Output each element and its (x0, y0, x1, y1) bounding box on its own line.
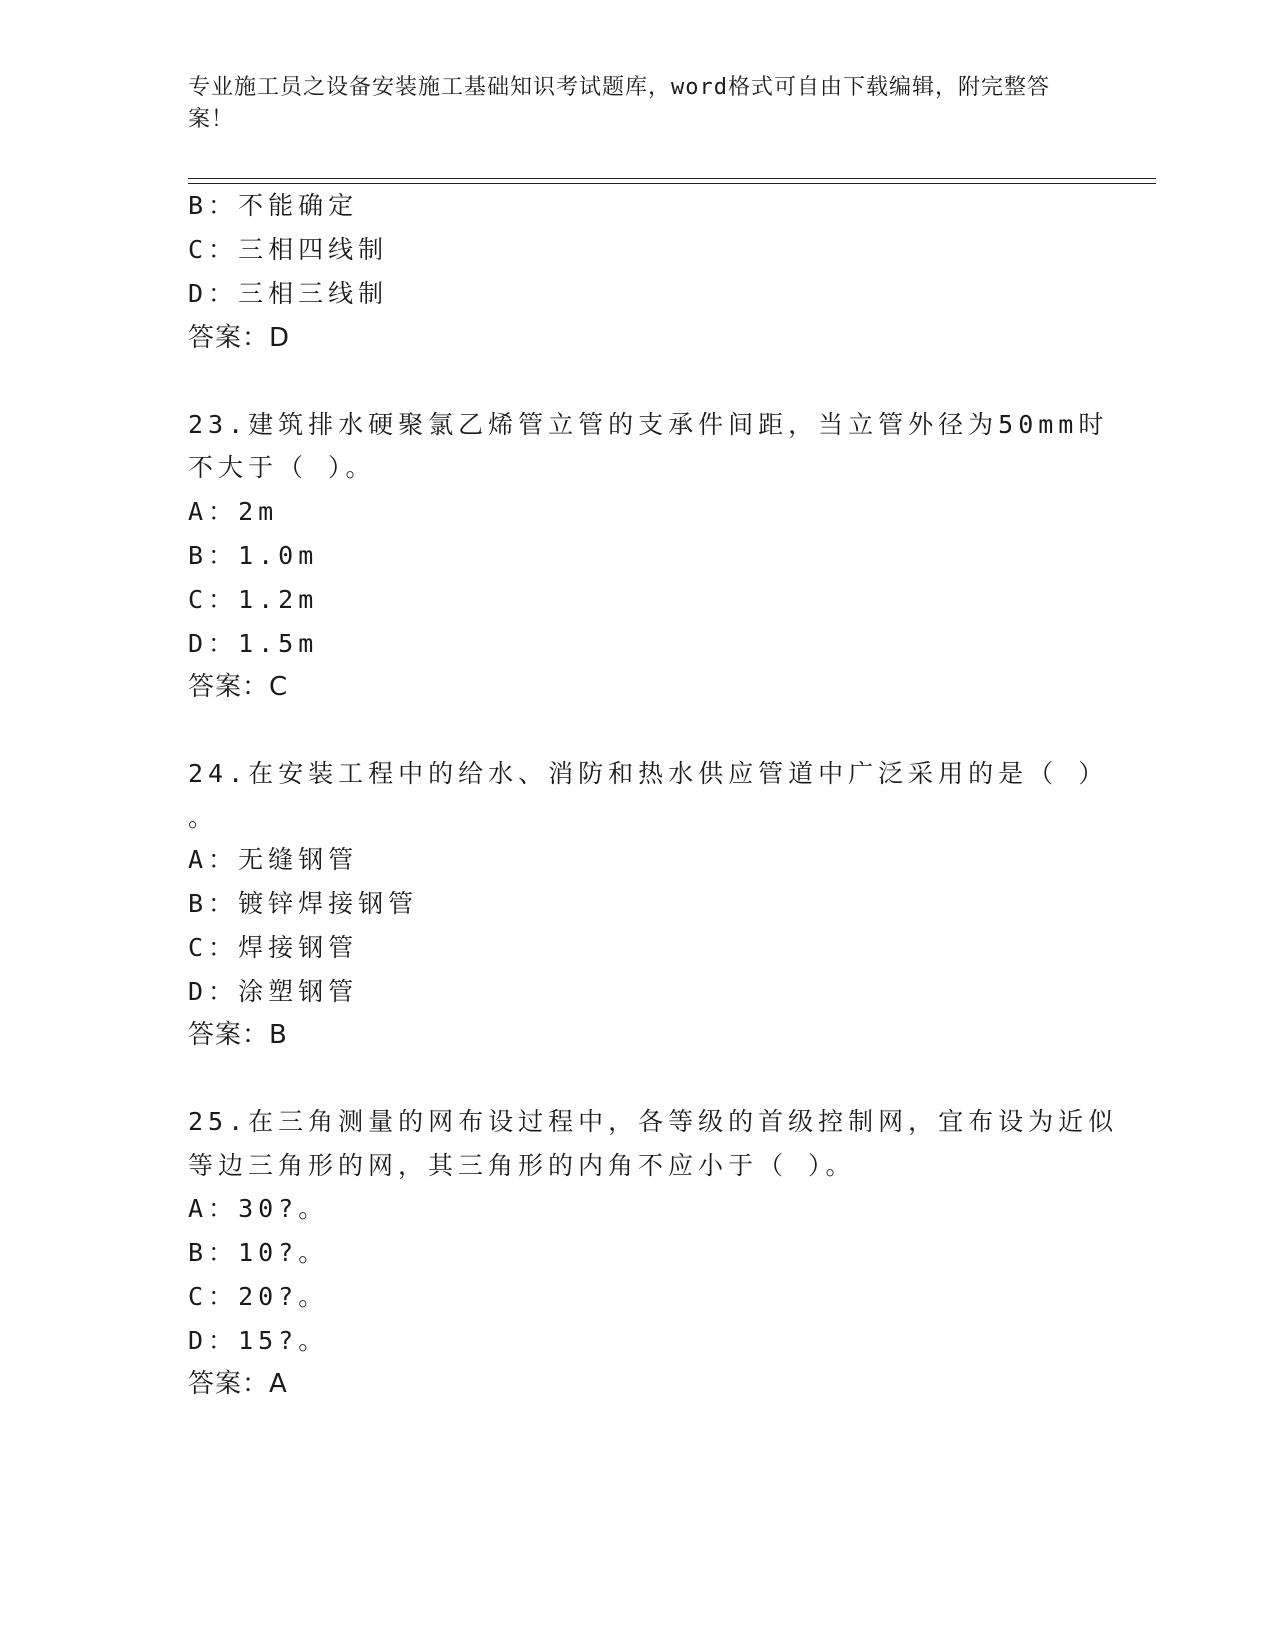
question-24-option-b (188, 887, 418, 921)
option-text: 不能确定 (238, 191, 359, 220)
question-number: 25. (188, 1107, 249, 1136)
option-label: B： (188, 541, 239, 570)
question-23-option-b (188, 539, 318, 573)
header-rule-bottom (188, 183, 1156, 184)
option-text: 1.0m (238, 541, 319, 570)
question-25-option-c (188, 1280, 328, 1314)
question-25-option-b (188, 1236, 328, 1270)
question-24-line-1 (188, 757, 1108, 791)
option-label: C： (188, 235, 239, 264)
option-label: D： (188, 629, 239, 658)
question-text: 建筑排水硬聚氯乙烯管立管的支承件间距，当立管外径为50mm时 (248, 410, 1109, 439)
option-text: 镀锌焊接钢管 (238, 889, 419, 918)
option-text: 10?。 (238, 1238, 329, 1267)
option-text: 2m (238, 497, 279, 526)
question-23-line-1 (188, 408, 1108, 442)
option-label: C： (188, 1282, 239, 1311)
option-text: 20?。 (238, 1282, 329, 1311)
option-label: B： (188, 1238, 239, 1267)
question-24-option-c (188, 931, 358, 965)
prev-option-c (188, 233, 388, 267)
question-25-line-2: 等边三角形的网，其三角形的内角不应小于（ ）。 (188, 1151, 856, 1180)
option-text: 三相三线制 (238, 279, 389, 308)
option-label: C： (188, 585, 239, 614)
question-24-answer: 答案：B (188, 1020, 288, 1050)
question-23-line-2: 不大于（ ）。 (188, 453, 376, 482)
prev-option-b (188, 189, 358, 223)
question-number: 24. (188, 759, 249, 788)
option-label: D： (188, 977, 239, 1006)
prev-option-d (188, 277, 388, 311)
question-23-option-a (188, 495, 278, 529)
option-text: 三相四线制 (238, 235, 389, 264)
option-label: B： (188, 889, 239, 918)
option-label: A： (188, 845, 239, 874)
question-24-option-d (188, 975, 358, 1009)
question-25-option-a (188, 1192, 328, 1226)
option-text: 30?。 (238, 1194, 329, 1223)
question-number: 23. (188, 410, 249, 439)
question-25-line-1 (188, 1105, 1118, 1139)
option-text: 焊接钢管 (238, 933, 359, 962)
option-text: 1.5m (238, 629, 319, 658)
question-23-option-c (188, 583, 318, 617)
question-25-answer: 答案：A (188, 1369, 288, 1399)
prev-answer: 答案：D (188, 323, 291, 353)
question-text: 在安装工程中的给水、消防和热水供应管道中广泛采用的是（ ） (248, 759, 1109, 788)
question-23-option-d (188, 627, 318, 661)
document-header: 专业施工员之设备安装施工基础知识考试题库，word格式可自由下载编辑，附完整答案！ (188, 75, 1050, 132)
option-label: D： (188, 279, 239, 308)
question-24-line-2: 。 (188, 803, 219, 832)
question-24-option-a (188, 843, 358, 877)
header-rule-top (188, 178, 1156, 179)
option-label: D： (188, 1326, 239, 1355)
option-label: C： (188, 933, 239, 962)
option-text: 涂塑钢管 (238, 977, 359, 1006)
option-label: A： (188, 497, 239, 526)
question-25-option-d (188, 1324, 328, 1358)
option-text: 15?。 (238, 1326, 329, 1355)
option-label: B： (188, 191, 239, 220)
question-text: 在三角测量的网布设过程中，各等级的首级控制网，宜布设为近似 (248, 1107, 1119, 1136)
option-text: 1.2m (238, 585, 319, 614)
option-label: A： (188, 1194, 239, 1223)
option-text: 无缝钢管 (238, 845, 359, 874)
question-23-answer: 答案：C (188, 672, 289, 702)
